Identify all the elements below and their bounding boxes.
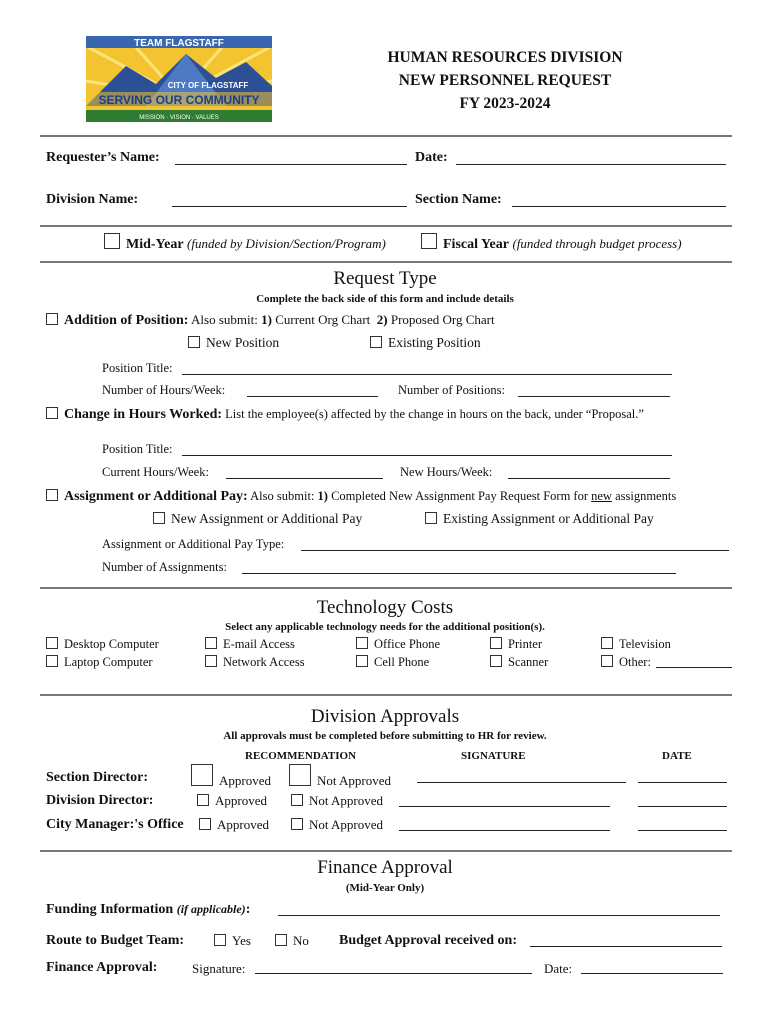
route-yes-option[interactable] — [214, 933, 251, 949]
city-manager-date[interactable] — [638, 830, 727, 831]
current-hours-field[interactable] — [226, 478, 383, 479]
desktop-checkbox[interactable] — [46, 637, 58, 649]
new-hours-field[interactable] — [508, 478, 670, 479]
no-label: No — [293, 933, 309, 948]
assignment-pay-row[interactable] — [46, 489, 676, 505]
date-label: Date: — [415, 150, 448, 165]
route-yes-checkbox[interactable] — [214, 934, 226, 946]
new-assignment-label: New Assignment or Additional Pay — [171, 511, 363, 526]
midyear-checkbox[interactable] — [104, 233, 120, 249]
television-checkbox[interactable] — [601, 637, 613, 649]
printer-label: Printer — [508, 637, 543, 651]
new-assignment-checkbox[interactable] — [153, 512, 165, 524]
hours-per-week-label: Number of Hours/Week: — [102, 383, 226, 397]
funding-info-field[interactable] — [278, 915, 720, 916]
section-name-label: Section Name: — [415, 192, 502, 207]
cell-phone-checkbox[interactable] — [356, 655, 368, 667]
finance-signature-label: Signature: — [192, 961, 246, 976]
divider — [40, 587, 732, 589]
current-hours-label: Current Hours/Week: — [102, 465, 209, 479]
tech-network-access[interactable] — [205, 655, 305, 670]
cell-phone-label: Cell Phone — [374, 655, 430, 669]
number-of-positions-field[interactable] — [518, 396, 670, 397]
form-header — [300, 46, 710, 115]
office-phone-checkbox[interactable] — [356, 637, 368, 649]
number-of-assignments-field[interactable] — [242, 573, 676, 574]
tech-desktop-computer[interactable] — [46, 637, 159, 652]
laptop-label: Laptop Computer — [64, 655, 153, 669]
route-no-checkbox[interactable] — [275, 934, 287, 946]
fiscal-year-note: (funded through budget process) — [512, 236, 682, 251]
divider — [40, 135, 732, 137]
budget-approval-received-label: Budget Approval received on: — [339, 933, 517, 948]
printer-checkbox[interactable] — [490, 637, 502, 649]
fiscal-year-checkbox[interactable] — [421, 233, 437, 249]
section-approved-checkbox[interactable] — [191, 764, 213, 786]
office-phone-label: Office Phone — [374, 637, 441, 651]
existing-assignment-checkbox[interactable] — [425, 512, 437, 524]
new-position-label: New Position — [206, 335, 280, 350]
finance-signature-field[interactable] — [255, 973, 532, 974]
midyear-option[interactable] — [104, 233, 386, 253]
logo-bottom-text: MISSION · VISION · VALUES — [139, 115, 219, 121]
new-assignment-option[interactable] — [153, 511, 362, 527]
existing-assignment-label: Existing Assignment or Additional Pay — [443, 511, 654, 526]
new-position-option[interactable] — [188, 335, 279, 351]
division-name-field[interactable] — [172, 206, 407, 207]
fiscal-year-option[interactable] — [421, 233, 682, 253]
tech-cell-phone[interactable] — [356, 655, 429, 670]
assignment-new-emphasis: new — [591, 489, 612, 503]
divider — [40, 225, 732, 227]
requester-name-label: Requester’s Name: — [46, 150, 160, 165]
technology-title: Technology Costs — [316, 597, 454, 618]
other-checkbox[interactable] — [601, 655, 613, 667]
assignment-note-3: assignments — [615, 489, 677, 503]
approved-label: Approved — [215, 793, 267, 808]
change-in-hours-row[interactable] — [46, 407, 644, 423]
finance-title: Finance Approval — [317, 857, 453, 878]
section-director-label: Section Director: — [46, 770, 148, 785]
section-director-not-approved[interactable] — [289, 764, 391, 789]
existing-position-option[interactable] — [370, 335, 481, 351]
header-fiscal-year: FY 2023-2024 — [459, 95, 551, 112]
team-flagstaff-logo — [86, 36, 272, 122]
new-hours-label: New Hours/Week: — [400, 465, 493, 479]
division-director-approved[interactable] — [197, 793, 267, 809]
tech-other[interactable] — [601, 655, 651, 670]
assignment-label: Assignment or Additional Pay: — [64, 489, 248, 504]
laptop-checkbox[interactable] — [46, 655, 58, 667]
route-no-option[interactable] — [275, 933, 309, 949]
division-director-label: Division Director: — [46, 793, 154, 808]
existing-position-checkbox[interactable] — [370, 336, 382, 348]
logo-city-text: CITY OF FLAGSTAFF — [167, 81, 249, 90]
section-director-approved[interactable] — [191, 764, 271, 789]
date-column-header: DATE — [662, 750, 692, 762]
funding-info-note: (if applicable) — [176, 902, 246, 916]
section-director-date[interactable] — [638, 782, 727, 783]
addition-checkbox[interactable] — [46, 313, 58, 325]
division-approved-checkbox[interactable] — [197, 794, 209, 806]
tech-television[interactable] — [601, 637, 671, 652]
request-type-title: Request Type — [333, 268, 437, 289]
addition-label: Addition of Position: — [64, 313, 189, 328]
city-manager-label: City Manager:'s Office — [46, 817, 184, 832]
tech-email-access[interactable] — [205, 637, 295, 652]
midyear-note: (funded by Division/Section/Program) — [187, 236, 386, 251]
recommendation-column-header: RECOMMENDATION — [245, 750, 357, 762]
email-label: E-mail Access — [223, 637, 295, 651]
header-division: HUMAN RESOURCES DIVISION — [387, 49, 623, 66]
yes-label: Yes — [232, 933, 251, 948]
section-director-signature[interactable] — [417, 782, 626, 783]
division-not-approved-checkbox[interactable] — [291, 794, 303, 806]
addition-note: Also submit: — [191, 312, 258, 327]
tech-printer[interactable] — [490, 637, 542, 652]
header-form-title: NEW PERSONNEL REQUEST — [398, 72, 612, 89]
section-name-field[interactable] — [512, 206, 726, 207]
addition-item-2-number: 2) — [376, 312, 388, 327]
tech-laptop-computer[interactable] — [46, 655, 153, 670]
logo-top-text: TEAM FLAGSTAFF — [134, 38, 224, 49]
change-hours-note: List the employee(s) affected by the change in hours on the back, under “Proposal.” — [225, 407, 644, 421]
approved-label: Approved — [219, 773, 271, 788]
assignment-type-label: Assignment or Additional Pay Type: — [102, 537, 285, 551]
assignment-note: Also submit: — [250, 489, 315, 503]
other-tech-field[interactable] — [656, 667, 732, 668]
email-checkbox[interactable] — [205, 637, 217, 649]
funding-info-label: Funding Information — [46, 902, 174, 917]
finance-date-label: Date: — [544, 961, 573, 976]
existing-assignment-option[interactable] — [425, 511, 654, 527]
position-title-label: Position Title: — [102, 361, 173, 375]
division-director-signature[interactable] — [399, 806, 610, 807]
funding-info-row — [46, 902, 250, 918]
divider — [40, 694, 732, 696]
approvals-title: Division Approvals — [310, 706, 460, 727]
city-manager-approved[interactable] — [199, 817, 269, 833]
route-budget-label: Route to Budget Team: — [46, 933, 185, 948]
not-approved-label: Not Approved — [317, 773, 392, 788]
assignment-note-2: Completed New Assignment Pay Request Form for — [331, 489, 588, 503]
addition-item-1-number: 1) — [261, 312, 272, 327]
change-hours-label: Change in Hours Worked: — [64, 407, 223, 422]
position-title-2-label: Position Title: — [102, 442, 173, 456]
new-position-checkbox[interactable] — [188, 336, 200, 348]
approvals-subtitle: All approvals must be completed before submitting to HR for review. — [223, 730, 547, 742]
finance-subtitle: (Mid-Year Only) — [345, 882, 425, 894]
divider — [40, 850, 732, 852]
assignment-item-number: 1) — [317, 489, 328, 503]
city-manager-not-approved-checkbox[interactable] — [291, 818, 303, 830]
date-field[interactable] — [456, 164, 726, 165]
budget-approval-date-field[interactable] — [530, 946, 722, 947]
number-of-assignments-label: Number of Assignments: — [102, 560, 227, 574]
scanner-label: Scanner — [508, 655, 549, 669]
funding-info-colon: : — [245, 902, 251, 917]
scanner-checkbox[interactable] — [490, 655, 502, 667]
not-approved-label: Not Approved — [309, 817, 384, 832]
addition-item-1: Current Org Chart — [275, 312, 371, 327]
desktop-label: Desktop Computer — [64, 637, 159, 651]
midyear-label: Mid-Year — [126, 237, 184, 252]
network-checkbox[interactable] — [205, 655, 217, 667]
approved-label: Approved — [217, 817, 269, 832]
section-not-approved-checkbox[interactable] — [289, 764, 311, 786]
addition-item-2: Proposed Org Chart — [390, 312, 495, 327]
division-director-not-approved[interactable] — [291, 793, 383, 809]
other-label: Other: — [619, 655, 651, 669]
not-approved-label: Not Approved — [309, 793, 384, 808]
divider — [40, 261, 732, 263]
signature-column-header: SIGNATURE — [461, 750, 526, 762]
assignment-type-field[interactable] — [301, 550, 729, 551]
finance-date-field[interactable] — [581, 973, 723, 974]
network-label: Network Access — [223, 655, 305, 669]
city-manager-signature[interactable] — [399, 830, 610, 831]
technology-subtitle: Select any applicable technology needs for the additional position(s). — [225, 621, 545, 633]
number-of-positions-label: Number of Positions: — [398, 383, 505, 397]
division-director-date[interactable] — [638, 806, 727, 807]
addition-of-position-row[interactable] — [46, 312, 495, 329]
logo-banner-text: SERVING OUR COMMUNITY — [98, 93, 260, 107]
request-type-subtitle: Complete the back side of this form and include details — [256, 293, 514, 305]
city-manager-not-approved[interactable] — [291, 817, 383, 833]
city-manager-approved-checkbox[interactable] — [199, 818, 211, 830]
position-title-2-field[interactable] — [182, 455, 672, 456]
hours-per-week-field[interactable] — [247, 396, 378, 397]
division-name-label: Division Name: — [46, 192, 139, 207]
position-title-field[interactable] — [182, 374, 672, 375]
assignment-checkbox[interactable] — [46, 489, 58, 501]
existing-position-label: Existing Position — [388, 335, 481, 350]
tech-office-phone[interactable] — [356, 637, 440, 652]
fiscal-year-label: Fiscal Year — [443, 237, 509, 252]
tech-scanner[interactable] — [490, 655, 548, 670]
change-hours-checkbox[interactable] — [46, 407, 58, 419]
requester-name-field[interactable] — [175, 164, 407, 165]
television-label: Television — [619, 637, 671, 651]
finance-approval-label: Finance Approval: — [46, 960, 158, 975]
